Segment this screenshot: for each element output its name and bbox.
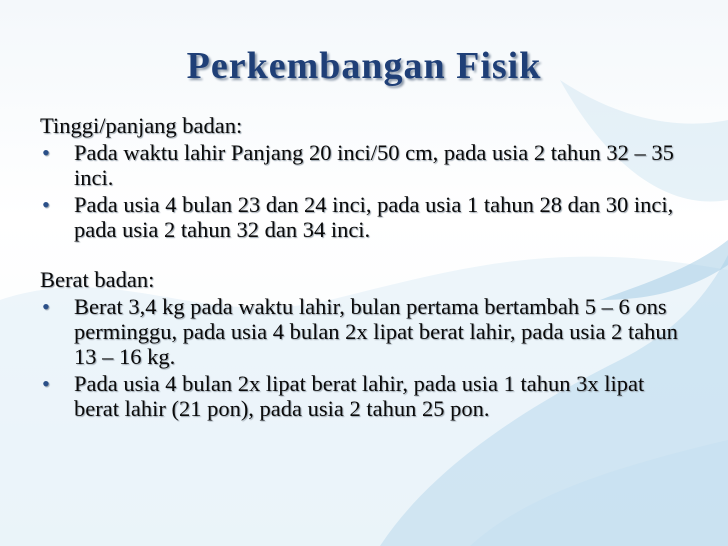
list-item-text: Pada usia 4 bulan 23 dan 24 inci, pada usia 1 tahun 28 dan 30 inci, pada usia 2 tahun 32 dan 34 inci. xyxy=(74,192,674,242)
bullet-icon: • xyxy=(42,371,50,396)
bullet-list-weight xyxy=(40,294,690,421)
list-item xyxy=(40,140,690,190)
list-item xyxy=(40,371,690,421)
bullet-icon: • xyxy=(42,294,50,319)
section-heading-weight: Berat badan: xyxy=(40,267,155,292)
bullet-icon: • xyxy=(42,140,50,165)
list-item-text: Berat 3,4 kg pada waktu lahir, bulan pertama bertambah 5 – 6 ons perminggu, pada usia 4 bulan 2x lipat berat lahir, pada usia 2 tahun 13 – 16 kg. xyxy=(74,294,678,369)
bullet-list-height xyxy=(40,140,690,242)
list-item xyxy=(40,192,690,242)
section-weight xyxy=(40,267,690,421)
list-item-text: Pada usia 4 bulan 2x lipat berat lahir, pada usia 1 tahun 3x lipat berat lahir (21 pon), pada usia 2 tahun 25 pon. xyxy=(74,371,645,421)
bullet-icon: • xyxy=(42,192,50,217)
list-item xyxy=(40,294,690,369)
slide-title: Perkembangan Fisik xyxy=(186,45,542,87)
list-item-text: Pada waktu lahir Panjang 20 inci/50 cm, pada usia 2 tahun 32 – 35 inci. xyxy=(74,140,674,190)
section-heading-height: Tinggi/panjang badan: xyxy=(40,113,243,138)
slide-content xyxy=(40,113,690,423)
section-height xyxy=(40,113,690,242)
